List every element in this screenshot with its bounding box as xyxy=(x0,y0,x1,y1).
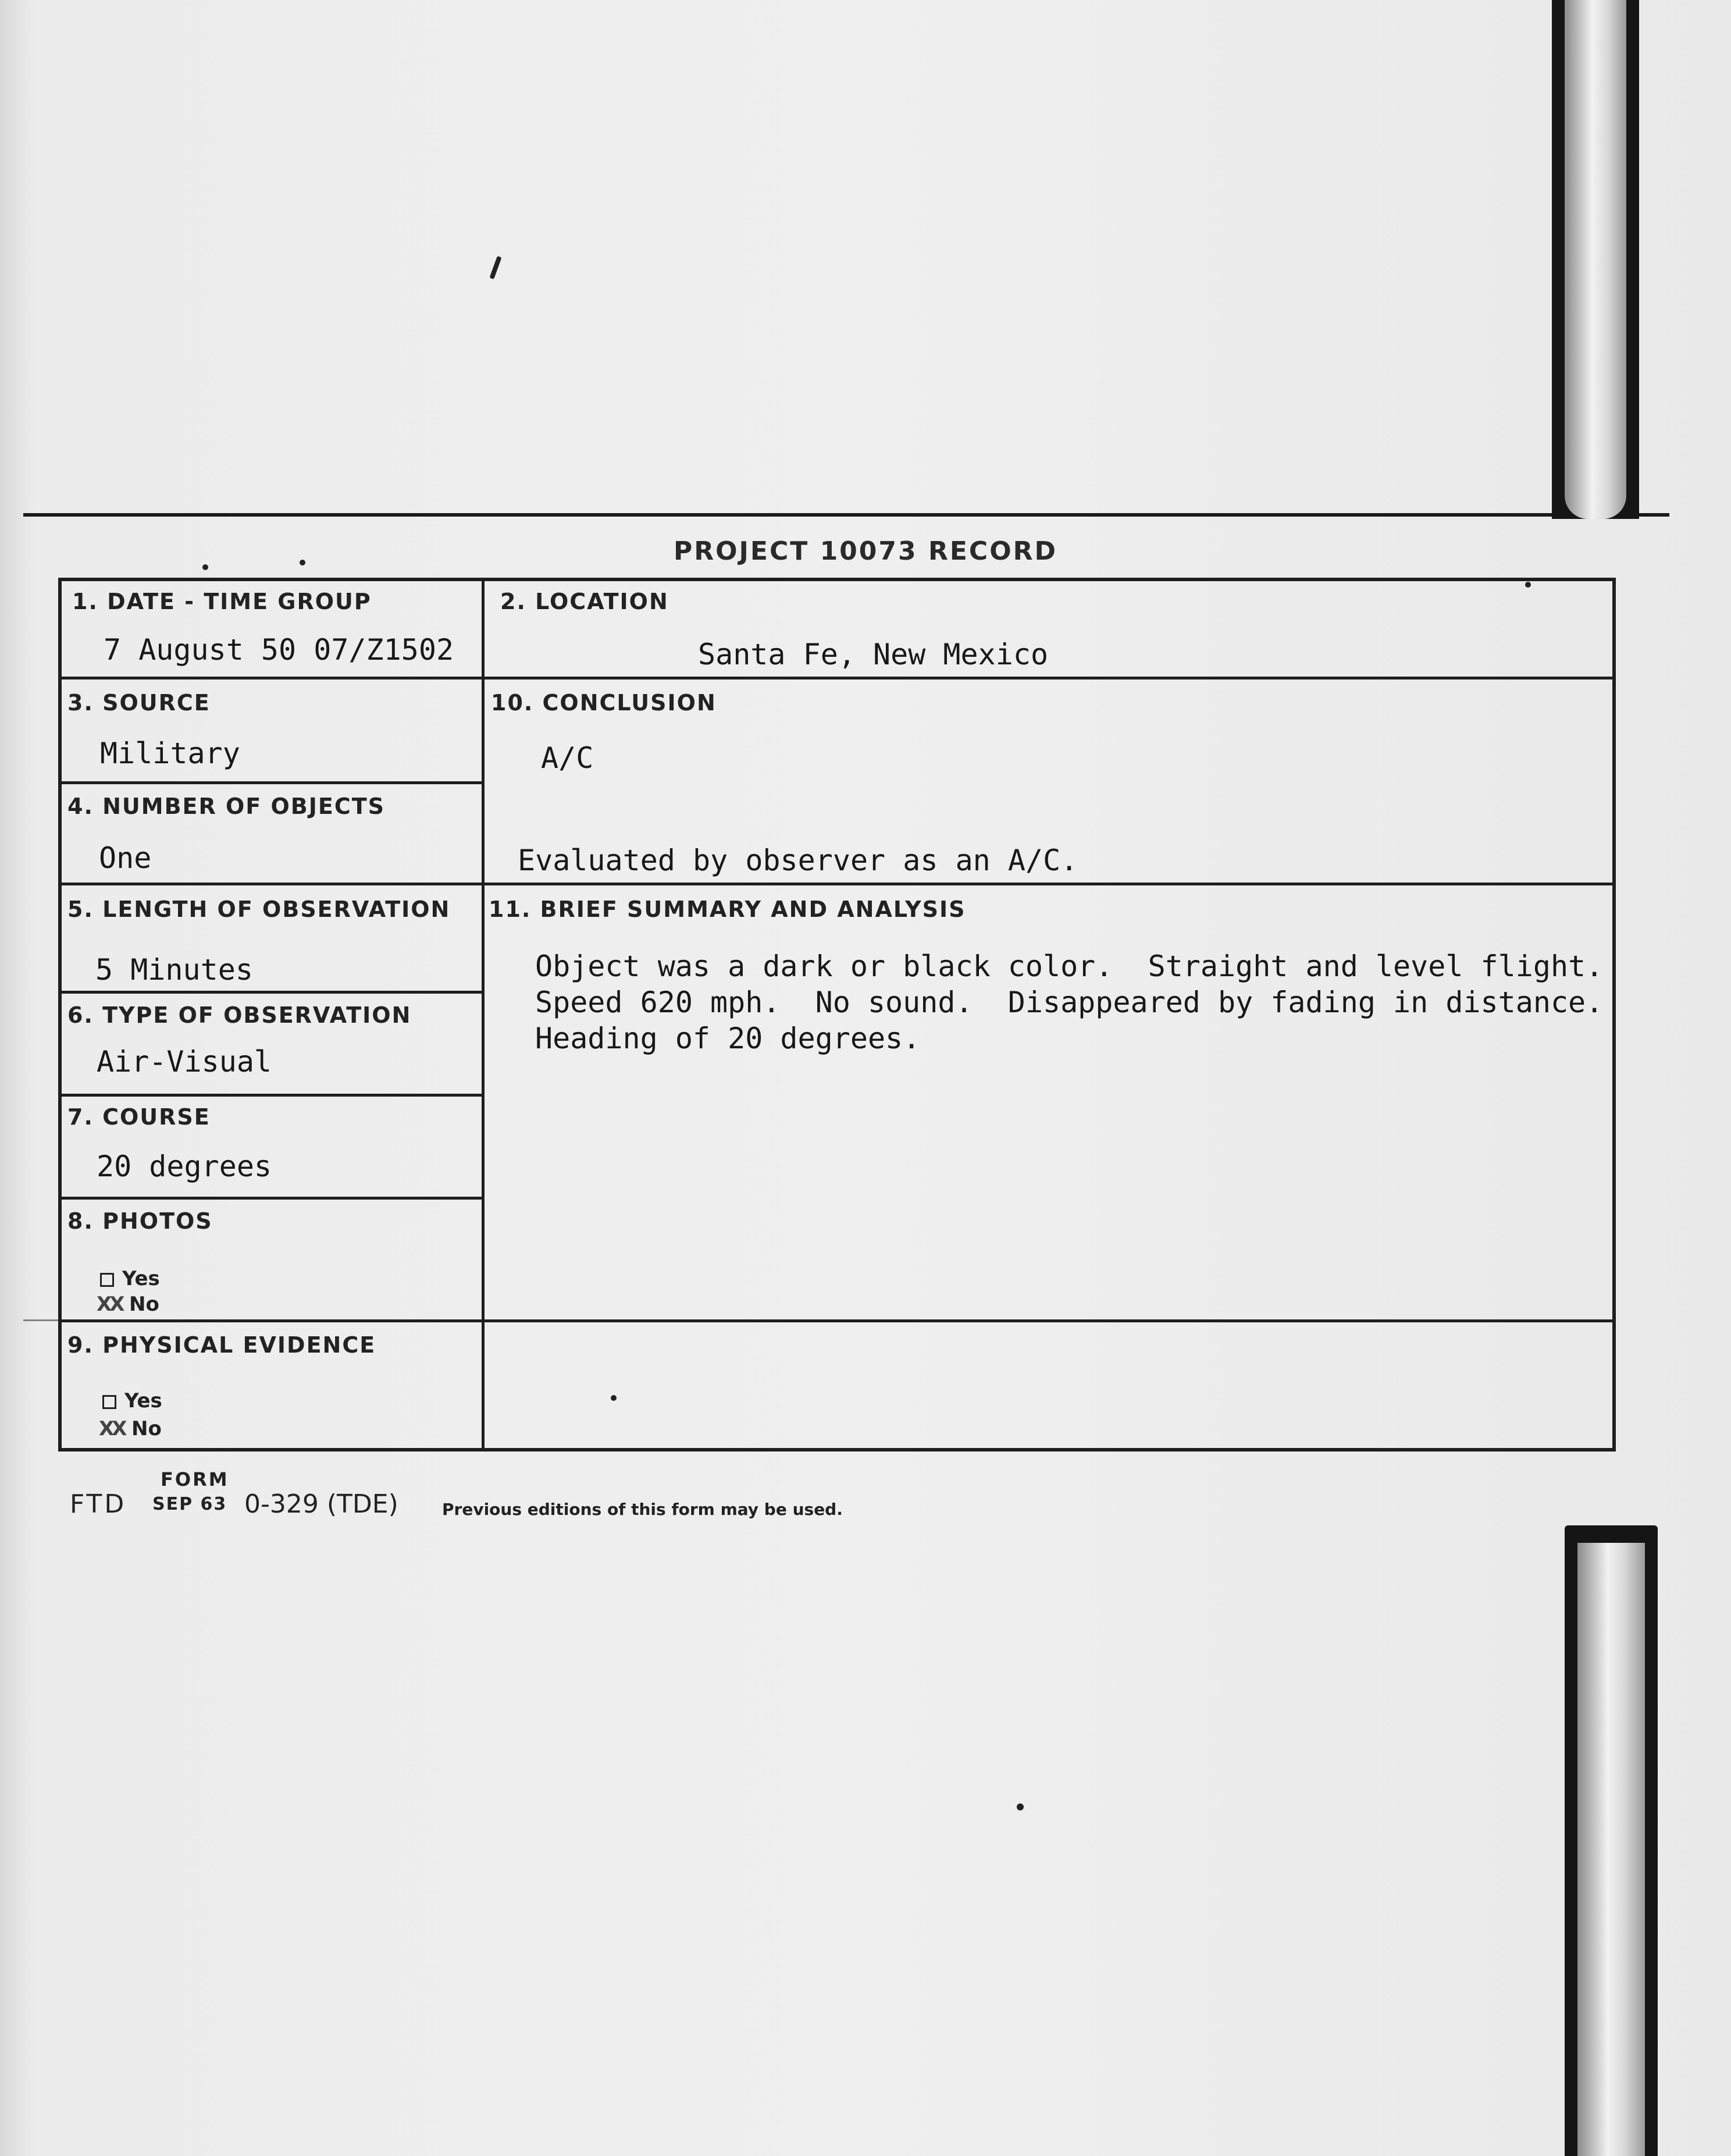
physical-yes-option: Yes xyxy=(102,1389,162,1413)
location-value: Santa Fe, New Mexico xyxy=(698,638,1049,671)
footer-date: SEP 63 xyxy=(152,1494,227,1514)
row-divider xyxy=(58,677,483,679)
photos-no-option: XX No xyxy=(97,1293,159,1316)
row-divider xyxy=(482,677,1616,679)
length-value: 5 Minutes xyxy=(95,953,253,987)
checkbox-marked-icon: XX xyxy=(99,1417,125,1440)
stray-mark xyxy=(489,256,501,279)
summary-label: 11. BRIEF SUMMARY AND ANALYSIS xyxy=(489,896,966,922)
row-divider xyxy=(58,1197,483,1200)
length-label: 5. LENGTH OF OBSERVATION xyxy=(67,896,451,922)
row-divider xyxy=(58,1094,483,1097)
film-edge-bar-bottom xyxy=(1565,1525,1658,2156)
summary-text: Object was a dark or black color. Straight and level flight. Speed 620 mph. No sound. Disappeared by fading in distance. Heading of 20 degrees. xyxy=(535,949,1604,1055)
row-divider xyxy=(58,991,483,994)
num-objects-value: One xyxy=(99,841,152,875)
source-value: Military xyxy=(100,737,240,770)
film-edge-bar-top xyxy=(1552,0,1639,519)
row-divider xyxy=(58,883,483,885)
footer-form-word: FORM xyxy=(161,1468,229,1490)
physical-label: 9. PHYSICAL EVIDENCE xyxy=(67,1332,376,1358)
location-label: 2. LOCATION xyxy=(500,589,669,614)
conclusion-value: A/C xyxy=(541,741,594,775)
photos-yes-option: Yes xyxy=(100,1267,160,1290)
source-label: 3. SOURCE xyxy=(67,690,211,716)
conclusion-label: 10. CONCLUSION xyxy=(491,690,717,716)
num-objects-label: 4. NUMBER OF OBJECTS xyxy=(67,794,386,819)
physical-no-option: XX No xyxy=(99,1417,162,1440)
conclusion-note: Evaluated by observer as an A/C. xyxy=(518,844,1078,877)
checkbox-empty-icon xyxy=(102,1395,116,1409)
checkbox-empty-icon xyxy=(100,1273,114,1287)
checkbox-marked-icon: XX xyxy=(97,1293,123,1316)
type-obs-value: Air-Visual xyxy=(97,1045,272,1079)
row-divider xyxy=(58,781,483,784)
footer-number: 0-329 (TDE) xyxy=(244,1489,398,1519)
row-divider xyxy=(482,883,1616,885)
page-fold-line xyxy=(23,513,1669,517)
course-label: 7. COURSE xyxy=(67,1104,211,1130)
footer-note: Previous editions of this form may be used. xyxy=(442,1500,843,1519)
row-divider xyxy=(482,1319,1616,1322)
date-time-value: 7 August 50 07/Z1502 xyxy=(104,633,454,667)
type-obs-label: 6. TYPE OF OBSERVATION xyxy=(67,1002,412,1028)
row-divider xyxy=(58,1319,483,1322)
date-time-label: 1. DATE - TIME GROUP xyxy=(72,589,372,614)
footer-code: FTD xyxy=(70,1489,127,1519)
stray-dot xyxy=(1017,1803,1024,1810)
course-value: 20 degrees xyxy=(97,1150,272,1183)
form-title: PROJECT 10073 RECORD xyxy=(673,536,1057,566)
photos-label: 8. PHOTOS xyxy=(67,1208,213,1234)
